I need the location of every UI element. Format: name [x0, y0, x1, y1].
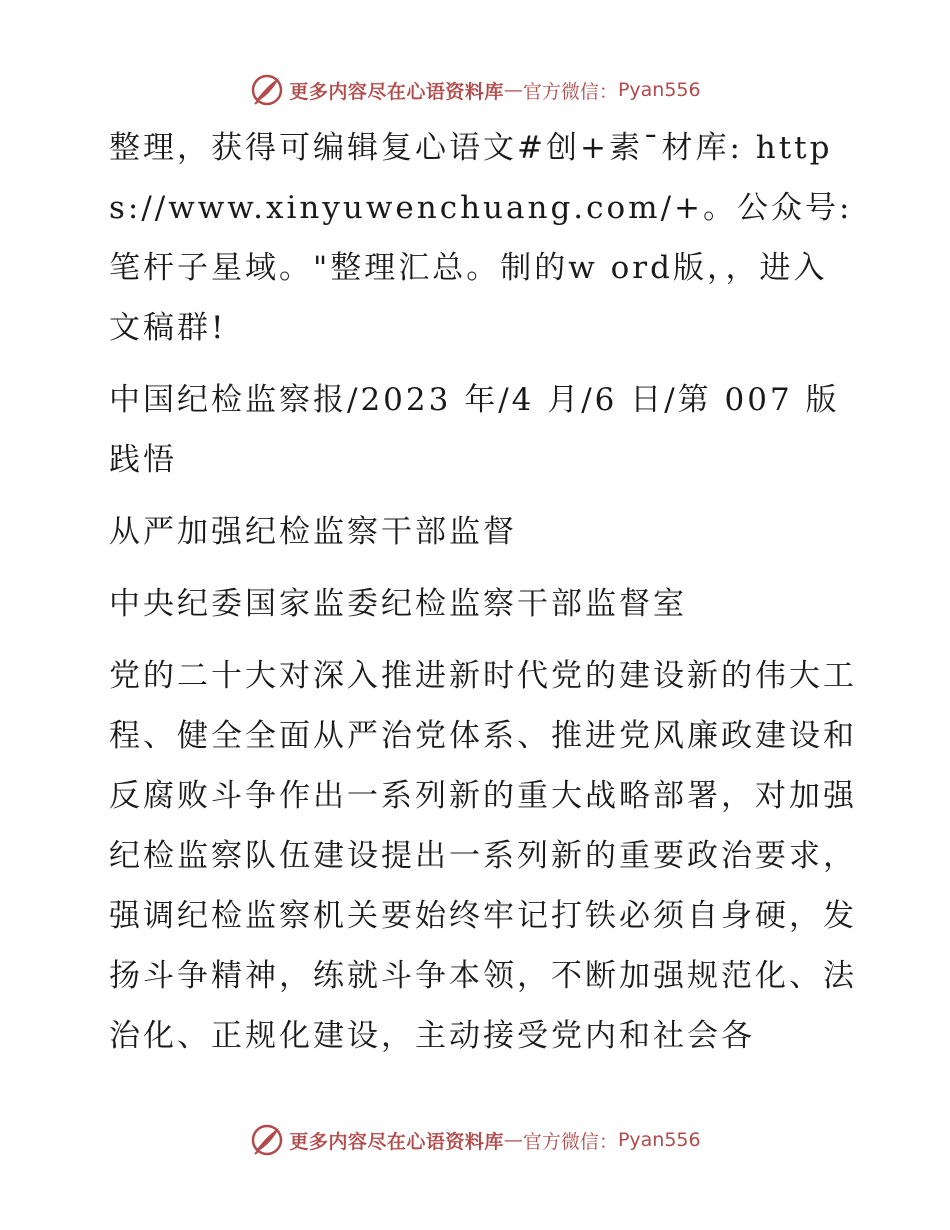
banner-site-text: 更多内容尽在心语资料库: [289, 80, 504, 103]
document-body: [97, 118, 857, 1066]
banner-wechat-id: Pyan556: [617, 1129, 701, 1151]
banner-site-text: 更多内容尽在心语资料库: [289, 1130, 504, 1153]
banner-separator: —: [503, 79, 523, 101]
banner-separator: —: [503, 1129, 523, 1151]
banner-wechat-label: 官方微信：: [522, 80, 618, 103]
quill-pen-logo-icon: [249, 1122, 285, 1158]
source-line: 中国纪检监察报/2023 年/4 月/6 日/第 007 版践悟: [109, 382, 840, 478]
quill-pen-logo-icon: [249, 72, 285, 108]
article-author: 中央纪委国家监委纪检监察干部监督室: [109, 586, 687, 622]
body-paragraph: 党的二十大对深入推进新时代党的建设新的伟大工程、健全全面从严治党体系、推进党风廉政建设和反腐败斗争作出一系列新的重大战略部署，对加强纪检监察队伍建设提出一系列新的重要政治要求，强调纪检监察机关要始终牢记打铁必须自身硬，发扬斗争精神，练就斗争本领，不断加强规范化、法治化、正规化建设，主动接受党内和社会各: [109, 658, 857, 1054]
banner-wechat-id: Pyan556: [617, 79, 701, 101]
header-banner: [0, 70, 950, 110]
footer-banner: [0, 1120, 950, 1160]
banner-wechat-label: 官方微信：: [522, 1130, 618, 1153]
article-title: 从严加强纪检监察干部监督: [109, 514, 517, 550]
intro-paragraph: 整理，获得可编辑复心语文#创+素¯材库: https://www.xinyuwenchuang.com/+。公众号: 笔杆子星域。"整理汇总。制的w ord版，，进入文稿群!: [109, 130, 853, 346]
